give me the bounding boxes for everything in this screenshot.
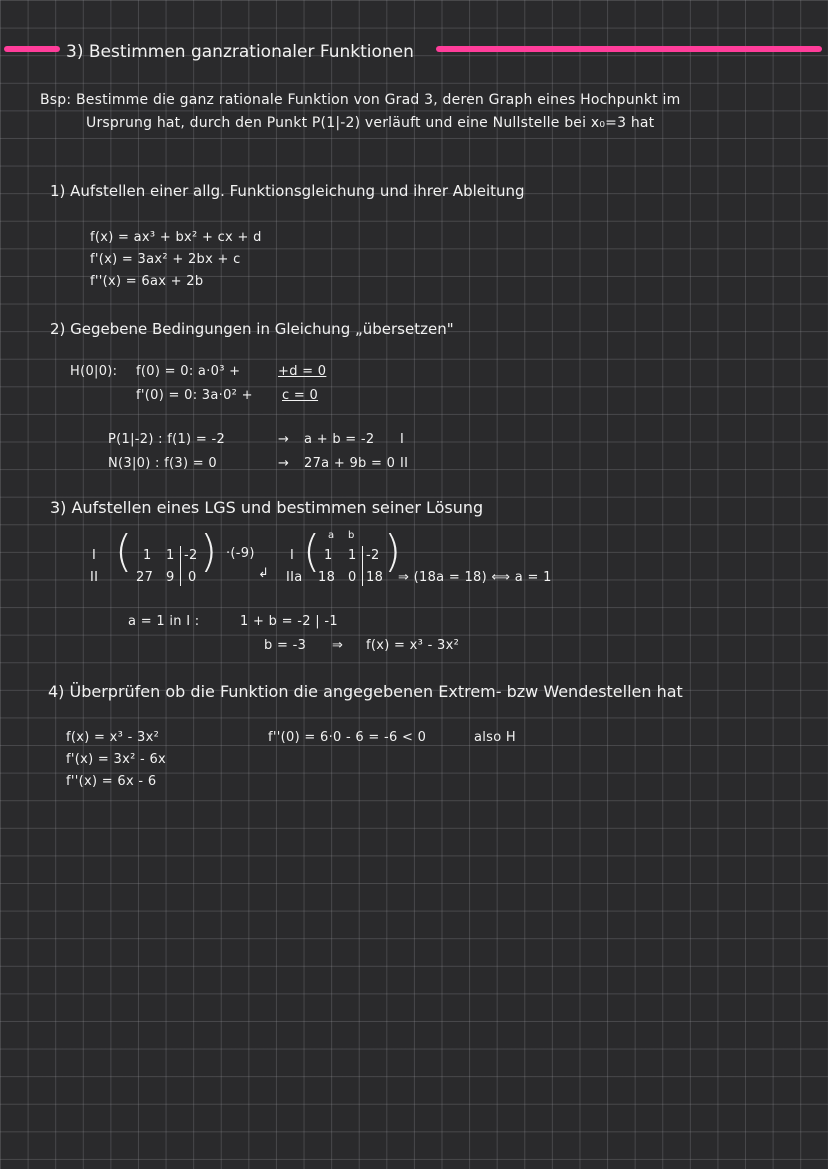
matrix1-row-label-1: I [92, 548, 97, 563]
condition-h1-right: +d = 0 [278, 364, 327, 379]
equation-n: 27a + 9b = 0 [304, 456, 396, 471]
highlight-right [436, 46, 822, 52]
equation-p-number: I [400, 432, 405, 447]
matrix1-divider [180, 546, 181, 586]
step1-eq3: f''(x) = 6ax + 2b [90, 274, 204, 289]
matrix2-cell: -2 [366, 548, 380, 563]
step1-heading: 1) Aufstellen einer allg. Funktionsgleichung und ihrer Ableitung [50, 182, 525, 200]
substitution-label: a = 1 in I : [128, 614, 200, 629]
matrix1-cell: 9 [166, 570, 175, 585]
condition-p: P(1|-2) : f(1) = -2 [108, 432, 226, 447]
arrow-n: → [278, 456, 290, 471]
matrix2-cell: 0 [348, 570, 357, 585]
matrix2-cell: 18 [318, 570, 336, 585]
step4-eq2: f'(x) = 3x² - 6x [66, 752, 167, 767]
hochpunkt-label: H(0|0): [70, 364, 118, 379]
solution-a: ⇒ (18a = 18) ⟺ a = 1 [398, 570, 552, 585]
step4-heading: 4) Überprüfen ob die Funktion die angegebenen Extrem- bzw Wendestellen hat [48, 682, 683, 701]
step1-eq1: f(x) = ax³ + bx² + cx + d [90, 230, 262, 245]
conclusion: also H [474, 730, 517, 745]
column-label-a: a [328, 530, 335, 541]
matrix2-row-label-1: I [290, 548, 295, 563]
condition-h2-right: c = 0 [282, 388, 319, 403]
equation-p: a + b = -2 [304, 432, 375, 447]
matrix2-row-label-2: IIa [286, 570, 303, 585]
condition-h1-left: f(0) = 0: a·0³ + [136, 364, 241, 379]
page-title: 3) Bestimmen ganzrationaler Funktionen [66, 42, 414, 62]
matrix1-cell: 1 [166, 548, 175, 563]
step4-eq1: f(x) = x³ - 3x² [66, 730, 160, 745]
column-label-b: b [348, 530, 355, 541]
matrix1-row-label-2: II [90, 570, 99, 585]
final-arrow: ⇒ [332, 638, 344, 653]
condition-h2-left: f'(0) = 0: 3a·0² + [136, 388, 253, 403]
matrix1-right-paren: ) [200, 526, 218, 577]
example-line-2: Ursprung hat, durch den Punkt P(1|-2) verläuft und eine Nullstelle bei x₀=3 hat [86, 115, 655, 131]
substitution-eq1: 1 + b = -2 | -1 [240, 614, 338, 629]
condition-n: N(3|0) : f(3) = 0 [108, 456, 217, 471]
highlight-left [4, 46, 60, 52]
matrix2-left-paren: ( [303, 526, 321, 577]
matrix1-cell: 0 [188, 570, 197, 585]
step2-heading: 2) Gegebene Bedingungen in Gleichung „übersetzen" [50, 320, 454, 338]
substitution-eq2: b = -3 [264, 638, 307, 653]
matrix2-cell: 1 [324, 548, 333, 563]
second-derivative-check: f''(0) = 6·0 - 6 = -6 < 0 [268, 730, 427, 745]
matrix1-cell: 27 [136, 570, 154, 585]
matrix1-cell: -2 [184, 548, 198, 563]
final-function: f(x) = x³ - 3x² [366, 638, 460, 653]
matrix2-cell: 1 [348, 548, 357, 563]
step1-eq2: f'(x) = 3ax² + 2bx + c [90, 252, 241, 267]
matrix2-cell: 18 [366, 570, 384, 585]
equation-n-number: II [400, 456, 409, 471]
operation-hook: ↲ [258, 566, 270, 581]
row-operation: ·(-9) [226, 546, 255, 561]
step3-heading: 3) Aufstellen eines LGS und bestimmen seiner Lösung [50, 498, 484, 517]
matrix1-cell: 1 [143, 548, 152, 563]
matrix2-right-paren: ) [384, 526, 402, 577]
example-line-1: Bsp: Bestimme die ganz rationale Funktion von Grad 3, deren Graph eines Hochpunkt im [40, 92, 681, 108]
step4-eq3: f''(x) = 6x - 6 [66, 774, 157, 789]
arrow-p: → [278, 432, 290, 447]
matrix2-divider [362, 546, 363, 586]
matrix1-left-paren: ( [115, 526, 133, 577]
